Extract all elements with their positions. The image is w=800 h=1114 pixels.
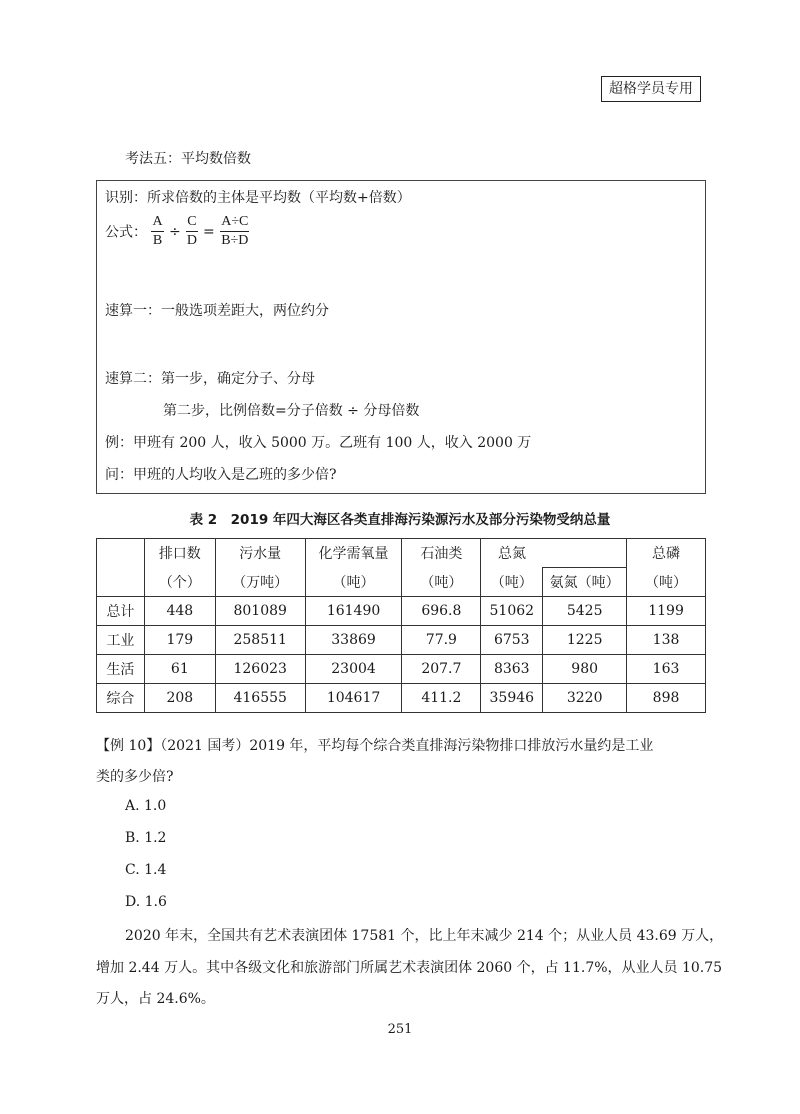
unit-cell: （吨） [402, 568, 481, 597]
denominator: D [186, 233, 197, 248]
fraction-c-d [186, 213, 197, 250]
table-cell: 980 [543, 655, 627, 684]
table-row [97, 684, 706, 713]
table-cell: 35946 [481, 684, 543, 713]
header-cell: 石油类 [402, 539, 481, 568]
unit-cell: （吨） [305, 568, 402, 597]
numerator: A÷C [220, 213, 249, 232]
numerator: C [186, 213, 197, 232]
equals-sign: = [203, 223, 215, 240]
table-cell: 77.9 [402, 626, 481, 655]
identify-text: 识别：所求倍数的主体是平均数（平均数+倍数） [105, 190, 411, 206]
table-cell: 61 [144, 655, 215, 684]
quick-method-1: 速算一：一般选项差距大，两位约分 [105, 303, 329, 319]
denominator: B [152, 233, 163, 248]
option-a: A. 1.0 [125, 798, 167, 814]
table-cell: 448 [144, 597, 215, 626]
header-cell: 污水量 [215, 539, 305, 568]
table-cell: 898 [627, 684, 706, 713]
table-cell: 416555 [215, 684, 305, 713]
table-cell: 8363 [481, 655, 543, 684]
table-cell: 208 [144, 684, 215, 713]
unit-cell: （吨） [627, 568, 706, 597]
passage-line-1: 2020 年末，全国共有艺术表演团体 17581 个，比上年末减少 214 个；从业人员 43.69 万人， [125, 928, 724, 944]
table-cell: 3220 [543, 684, 627, 713]
table-cell: 179 [144, 626, 215, 655]
example-text: 例：甲班有 200 人，收入 5000 万。乙班有 100 人，收入 2000 万 [105, 435, 532, 451]
corner-cell [97, 539, 145, 597]
option-b: B. 1.2 [125, 830, 167, 846]
table-cell: 161490 [305, 597, 402, 626]
quick-method-2-step2: 第二步，比例倍数=分子倍数 ÷ 分母倍数 [163, 403, 420, 419]
divide-sign: ÷ [169, 223, 181, 240]
option-d: D. 1.6 [125, 894, 167, 910]
unit-cell: （个） [144, 568, 215, 597]
unit-cell: （吨） [481, 568, 543, 597]
denominator: B÷D [221, 233, 249, 248]
unit-cell: 氨氮（吨） [543, 568, 627, 597]
table-cell: 51062 [481, 597, 543, 626]
table-cell: 258511 [215, 626, 305, 655]
table-cell: 801089 [215, 597, 305, 626]
question-line-2: 类的多少倍? [96, 769, 174, 785]
table-cell: 5425 [543, 597, 627, 626]
table-row [97, 626, 706, 655]
table-cell: 6753 [481, 626, 543, 655]
numerator: A [151, 213, 163, 232]
table-header-row [97, 539, 706, 568]
option-c: C. 1.4 [125, 862, 167, 878]
page-number: 251 [387, 1022, 413, 1037]
passage-line-3: 万人，占 24.6%。 [96, 991, 215, 1007]
stamp-label: 超格学员专用 [601, 76, 701, 102]
table-cell: 104617 [305, 684, 402, 713]
table-cell: 696.8 [402, 597, 481, 626]
quick-method-2: 速算二：第一步，确定分子、分母 [105, 371, 315, 387]
header-cell: 化学需氧量 [305, 539, 402, 568]
table-cell: 1199 [627, 597, 706, 626]
row-label: 综合 [97, 684, 145, 713]
table-title: 表 2 2019 年四大海区各类直排海污染源污水及部分污染物受纳总量 [189, 512, 611, 528]
section-title: 考法五：平均数倍数 [125, 151, 251, 167]
table-cell: 138 [627, 626, 706, 655]
header-cell: 总氮 [481, 539, 543, 568]
formula-label: 公式： [105, 224, 147, 241]
table-cell: 33869 [305, 626, 402, 655]
header-cell: 总磷 [627, 539, 706, 568]
row-label: 生活 [97, 655, 145, 684]
table-row [97, 655, 706, 684]
example-question: 问：甲班的人均收入是乙班的多少倍? [105, 467, 337, 483]
row-label: 总计 [97, 597, 145, 626]
table-row [97, 597, 706, 626]
data-table [96, 538, 706, 713]
question-line-1: 【例 10】（2021 国考）2019 年，平均每个综合类直排海污染物排口排放污水量约是工业 [96, 738, 654, 754]
table-cell: 163 [627, 655, 706, 684]
fraction-result [220, 213, 249, 250]
unit-cell: （万吨） [215, 568, 305, 597]
passage-line-2: 增加 2.44 万人。其中各级文化和旅游部门所属艺术表演团体 2060 个，占 11.7%，从业人员 10.75 [96, 960, 723, 976]
table-cell: 207.7 [402, 655, 481, 684]
table-cell: 411.2 [402, 684, 481, 713]
table-cell: 126023 [215, 655, 305, 684]
header-cell: 排口数 [144, 539, 215, 568]
header-cell [543, 539, 627, 568]
table-unit-row [97, 568, 706, 597]
fraction-a-b [151, 213, 163, 250]
table-cell: 23004 [305, 655, 402, 684]
formula [105, 213, 249, 250]
row-label: 工业 [97, 626, 145, 655]
table-cell: 1225 [543, 626, 627, 655]
